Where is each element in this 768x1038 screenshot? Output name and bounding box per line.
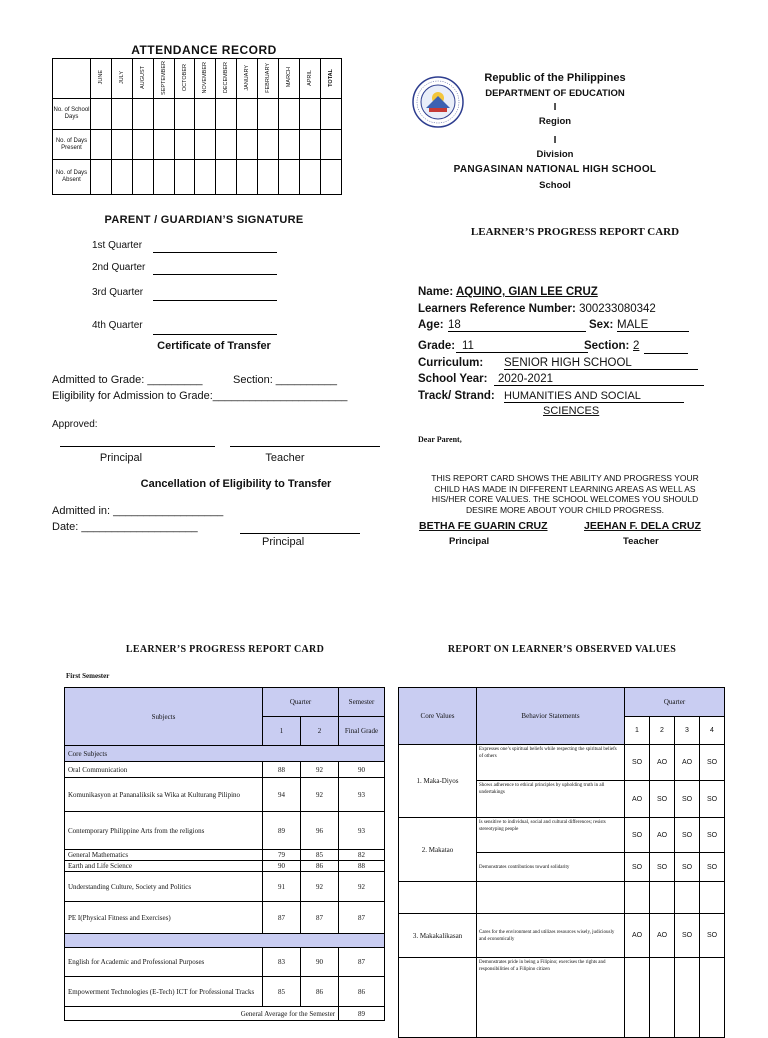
track-label: Track/ Strand: (418, 390, 495, 402)
table-row (65, 850, 385, 861)
final-grade: 93 (339, 778, 385, 812)
section-label: Section: (584, 340, 630, 352)
lrn-label: Learners Reference Number: (418, 303, 576, 315)
signature-title: PARENT / GUARDIAN’S SIGNATURE (104, 214, 304, 226)
core-value: 3. Makakalikasan (399, 914, 477, 958)
final-grade: 87 (339, 902, 385, 934)
q2-grade: 92 (301, 872, 339, 902)
values-q4-header: 4 (700, 717, 725, 745)
month-label: APRIL (306, 69, 313, 86)
month-label: AUGUST (139, 66, 146, 89)
final-grade: 93 (339, 812, 385, 850)
general-average-row (65, 1007, 385, 1021)
rating: AO (650, 914, 675, 958)
lrn-row (418, 303, 656, 315)
behavior-statement: Demonstrates pride in being a Filipino; exercises the rights and responsibilities of a Filipino citizen (477, 958, 625, 1038)
attendance-row-label: No. of School Days (53, 99, 91, 130)
signature-q4-label: 4th Quarter (92, 320, 143, 331)
transfer-principal-label: Principal (99, 452, 143, 464)
signature-q3-line[interactable] (153, 288, 277, 301)
q2-grade: 96 (301, 812, 339, 850)
region-label: Region (538, 116, 572, 127)
rating: AO (650, 818, 675, 853)
rating: AO (675, 745, 700, 781)
final-grade-header: Final Grade (339, 717, 385, 746)
school-label: School (539, 180, 571, 191)
month-label: FEBRUARY (265, 62, 272, 93)
core-subjects-label: Core Subjects (65, 746, 385, 762)
core-value: 1. Maka-Diyos (399, 745, 477, 818)
month-label: NOVEMBER (202, 61, 209, 94)
grade-value: 11 (456, 340, 588, 353)
table-row (65, 872, 385, 902)
school-year-label: School Year: (418, 373, 488, 385)
values-q3-header: 3 (675, 717, 700, 745)
subject-name: General Mathematics (65, 850, 263, 861)
learner-name: AQUINO, GIAN LEE CRUZ (455, 286, 598, 298)
table-row (65, 812, 385, 850)
subject-name: Komunikasyon at Pananaliksik sa Wika at Kulturang Pilipino (65, 778, 263, 812)
signature-q2-line[interactable] (153, 262, 277, 275)
subject-name: Understanding Culture, Society and Politics (65, 872, 263, 902)
rating: SO (700, 818, 725, 853)
age-row (418, 319, 444, 331)
sex-label: Sex: (589, 319, 614, 331)
month-label: SEPTEMBER (160, 60, 167, 95)
q1-grade: 91 (263, 872, 301, 902)
month-label: JULY (118, 70, 125, 85)
letter-body: THIS REPORT CARD SHOWS THE ABILITY AND PROGRESS YOUR CHILD HAS MADE IN DIFFERENT LEARNING AREAS AS WELL AS HIS/HER CORE VALUES. THE SCHOOL WELCOMES YOU SHOULD DESIRE MORE ABOUT YOUR CHILD PROGRESS. (431, 473, 699, 515)
rating: SO (650, 853, 675, 882)
q2-header: 2 (301, 717, 339, 746)
learner-name-row (418, 286, 598, 298)
behavior-statement: Shows adherence to ethical principles by upholding truth in all undertakings (477, 781, 625, 818)
rating: SO (650, 781, 675, 818)
cancel-principal-label: Principal (262, 536, 305, 548)
teacher-label: Teacher (623, 536, 659, 547)
q2-grade: 92 (301, 778, 339, 812)
values-quarter-header: Quarter (625, 688, 725, 717)
q1-grade: 85 (263, 977, 301, 1007)
values-row (399, 745, 725, 781)
values-row (399, 818, 725, 853)
rating: SO (700, 745, 725, 781)
month-label: JANUARY (244, 64, 251, 91)
rating: SO (625, 818, 650, 853)
rating (675, 958, 700, 1038)
sex-value: MALE (617, 319, 689, 332)
signature-q1-line[interactable] (153, 240, 277, 253)
curriculum-label: Curriculum: (418, 357, 484, 369)
track-value-2: SCIENCES (543, 405, 600, 417)
signature-q4-line[interactable] (153, 322, 277, 335)
final-grade: 90 (339, 762, 385, 778)
values-row (399, 958, 725, 1038)
behavior-statement: Cares for the environment and utilizes resources wisely, judiciously and economically (477, 914, 625, 958)
age-label: Age: (418, 319, 444, 331)
principal-label: Principal (449, 536, 490, 547)
attendance-header-row (53, 59, 342, 99)
grades-title: LEARNER’S PROGRESS REPORT CARD (125, 644, 325, 655)
signature-q1-label: 1st Quarter (92, 240, 143, 251)
month-label: MARCH (285, 67, 292, 88)
q1-grade: 83 (263, 948, 301, 977)
lrn-value: 300233080342 (579, 303, 656, 315)
division-label: Division (536, 149, 574, 160)
rating: SO (700, 914, 725, 958)
applied-subjects-band (65, 934, 385, 948)
final-grade: 92 (339, 872, 385, 902)
grade-label: Grade: (418, 340, 456, 352)
track-value-1: HUMANITIES AND SOCIAL (504, 390, 684, 403)
table-row (65, 778, 385, 812)
rating: SO (675, 914, 700, 958)
rating: SO (700, 853, 725, 882)
final-grade: 87 (339, 948, 385, 977)
values-q2-header: 2 (650, 717, 675, 745)
core-value: 2. Makatao (399, 818, 477, 882)
subject-name: Contemporary Philippine Arts from the religions (65, 812, 263, 850)
values-table (398, 687, 725, 1038)
general-average-label: General Average for the Semester (65, 1007, 339, 1021)
attendance-table (52, 58, 342, 195)
age-value: 18 (448, 319, 586, 332)
rating: SO (675, 781, 700, 818)
semester-header: Semester (339, 688, 385, 717)
dear-parent: Dear Parent, (418, 435, 462, 444)
q2-grade: 86 (301, 977, 339, 1007)
quarter-header: Quarter (263, 688, 339, 717)
final-grade: 82 (339, 850, 385, 861)
q2-grade: 92 (301, 762, 339, 778)
q2-grade: 85 (301, 850, 339, 861)
subject-name: English for Academic and Professional Purposes (65, 948, 263, 977)
dept-label: DEPARTMENT OF EDUCATION (485, 88, 625, 99)
cancel-title: Cancellation of Eligibility to Transfer (140, 478, 332, 490)
transfer-eligibility: Eligibility for Admission to Grade:______________________ (52, 390, 348, 402)
rating: SO (625, 853, 650, 882)
q1-grade: 87 (263, 902, 301, 934)
attendance-row-label: No. of Days Absent (53, 160, 91, 195)
division-number: I (553, 135, 557, 146)
q1-grade: 79 (263, 850, 301, 861)
rating (625, 958, 650, 1038)
cancel-principal-line (240, 533, 360, 534)
final-grade: 86 (339, 977, 385, 1007)
core-values-header: Core Values (399, 688, 477, 745)
rating: AO (625, 914, 650, 958)
transfer-title: Certificate of Transfer (157, 340, 271, 352)
behavior-statement: Is sensitive to individual, social and cultural differences; resists stereotyping people (477, 818, 625, 853)
signature-q1 (92, 240, 142, 251)
cancel-admitted-in: Admitted in: __________________ (52, 505, 224, 517)
principal-name: BETHA FE GUARIN CRUZ (419, 520, 548, 532)
transfer-teacher-label: Teacher (265, 452, 305, 464)
values-title: REPORT ON LEARNER’S OBSERVED VALUES (447, 644, 677, 655)
month-label: DECEMBER (223, 61, 230, 94)
q1-grade: 89 (263, 812, 301, 850)
section-line (644, 340, 688, 354)
subject-name: Earth and Life Science (65, 861, 263, 872)
cancel-date: Date: ___________________ (52, 521, 198, 533)
rating: AO (625, 781, 650, 818)
attendance-title: ATTENDANCE RECORD (131, 43, 277, 57)
month-label: TOTAL (327, 68, 334, 87)
table-row (65, 902, 385, 934)
attendance-row (53, 160, 342, 195)
transfer-admitted: Admitted to Grade: _________ (52, 374, 203, 386)
transfer-principal-line (60, 446, 215, 447)
core-value (399, 958, 477, 1038)
attendance-row (53, 99, 342, 130)
card-title: LEARNER’S PROGRESS REPORT CARD (470, 226, 680, 238)
behavior-header: Behavior Statements (477, 688, 625, 745)
semester-label: First Semester (66, 672, 110, 680)
rating (700, 958, 725, 1038)
name-label: Name: (418, 286, 454, 298)
rating: AO (650, 745, 675, 781)
transfer-approved: Approved: (52, 419, 98, 430)
signature-q3-label: 3rd Quarter (92, 287, 144, 298)
section-value: 2 (633, 340, 640, 352)
school-year-value: 2020-2021 (494, 373, 704, 386)
table-row (65, 861, 385, 872)
rating (650, 958, 675, 1038)
subject-name: PE I(Physical Fitness and Exercises) (65, 902, 263, 934)
q1-grade: 90 (263, 861, 301, 872)
signature-q3 (92, 287, 143, 298)
teacher-name: JEEHAN F. DELA CRUZ (584, 520, 701, 532)
table-row (65, 948, 385, 977)
q1-grade: 88 (263, 762, 301, 778)
q2-grade: 86 (301, 861, 339, 872)
signature-q2-label: 2nd Quarter (92, 262, 146, 273)
q1-grade: 94 (263, 778, 301, 812)
republic-label: Republic of the Philippines (484, 72, 626, 84)
attendance-row (53, 130, 342, 160)
subjects-header: Subjects (65, 688, 263, 746)
subject-name: Oral Communication (65, 762, 263, 778)
values-row (399, 914, 725, 958)
subject-name: Empowerment Technologies (E-Tech) ICT for Professional Tracks (65, 977, 263, 1007)
general-average-value: 89 (339, 1007, 385, 1021)
rating: SO (675, 818, 700, 853)
final-grade: 88 (339, 861, 385, 872)
values-q1-header: 1 (625, 717, 650, 745)
deped-seal-icon (412, 76, 464, 128)
rating: SO (675, 853, 700, 882)
q1-header: 1 (263, 717, 301, 746)
curriculum-value: SENIOR HIGH SCHOOL (504, 357, 698, 370)
attendance-row-label: No. of Days Present (53, 130, 91, 160)
behavior-statement: Expresses one’s spiritual beliefs while respecting the spiritual beliefs of others (477, 745, 625, 781)
month-label: OCTOBER (181, 63, 188, 92)
region-number: I (553, 102, 557, 113)
q2-grade: 87 (301, 902, 339, 934)
rating: SO (625, 745, 650, 781)
signature-q4 (92, 320, 143, 331)
q2-grade: 90 (301, 948, 339, 977)
transfer-section: Section: __________ (233, 374, 337, 386)
table-row (65, 977, 385, 1007)
school-name: PANGASINAN NATIONAL HIGH SCHOOL (453, 164, 657, 175)
rating: SO (700, 781, 725, 818)
table-row (65, 762, 385, 778)
grades-table (64, 687, 385, 1021)
transfer-teacher-line (230, 446, 380, 447)
month-label: JUNE (97, 70, 104, 85)
signature-q2 (92, 262, 145, 273)
behavior-statement: Demonstrates contributions toward solidarity (477, 853, 625, 882)
